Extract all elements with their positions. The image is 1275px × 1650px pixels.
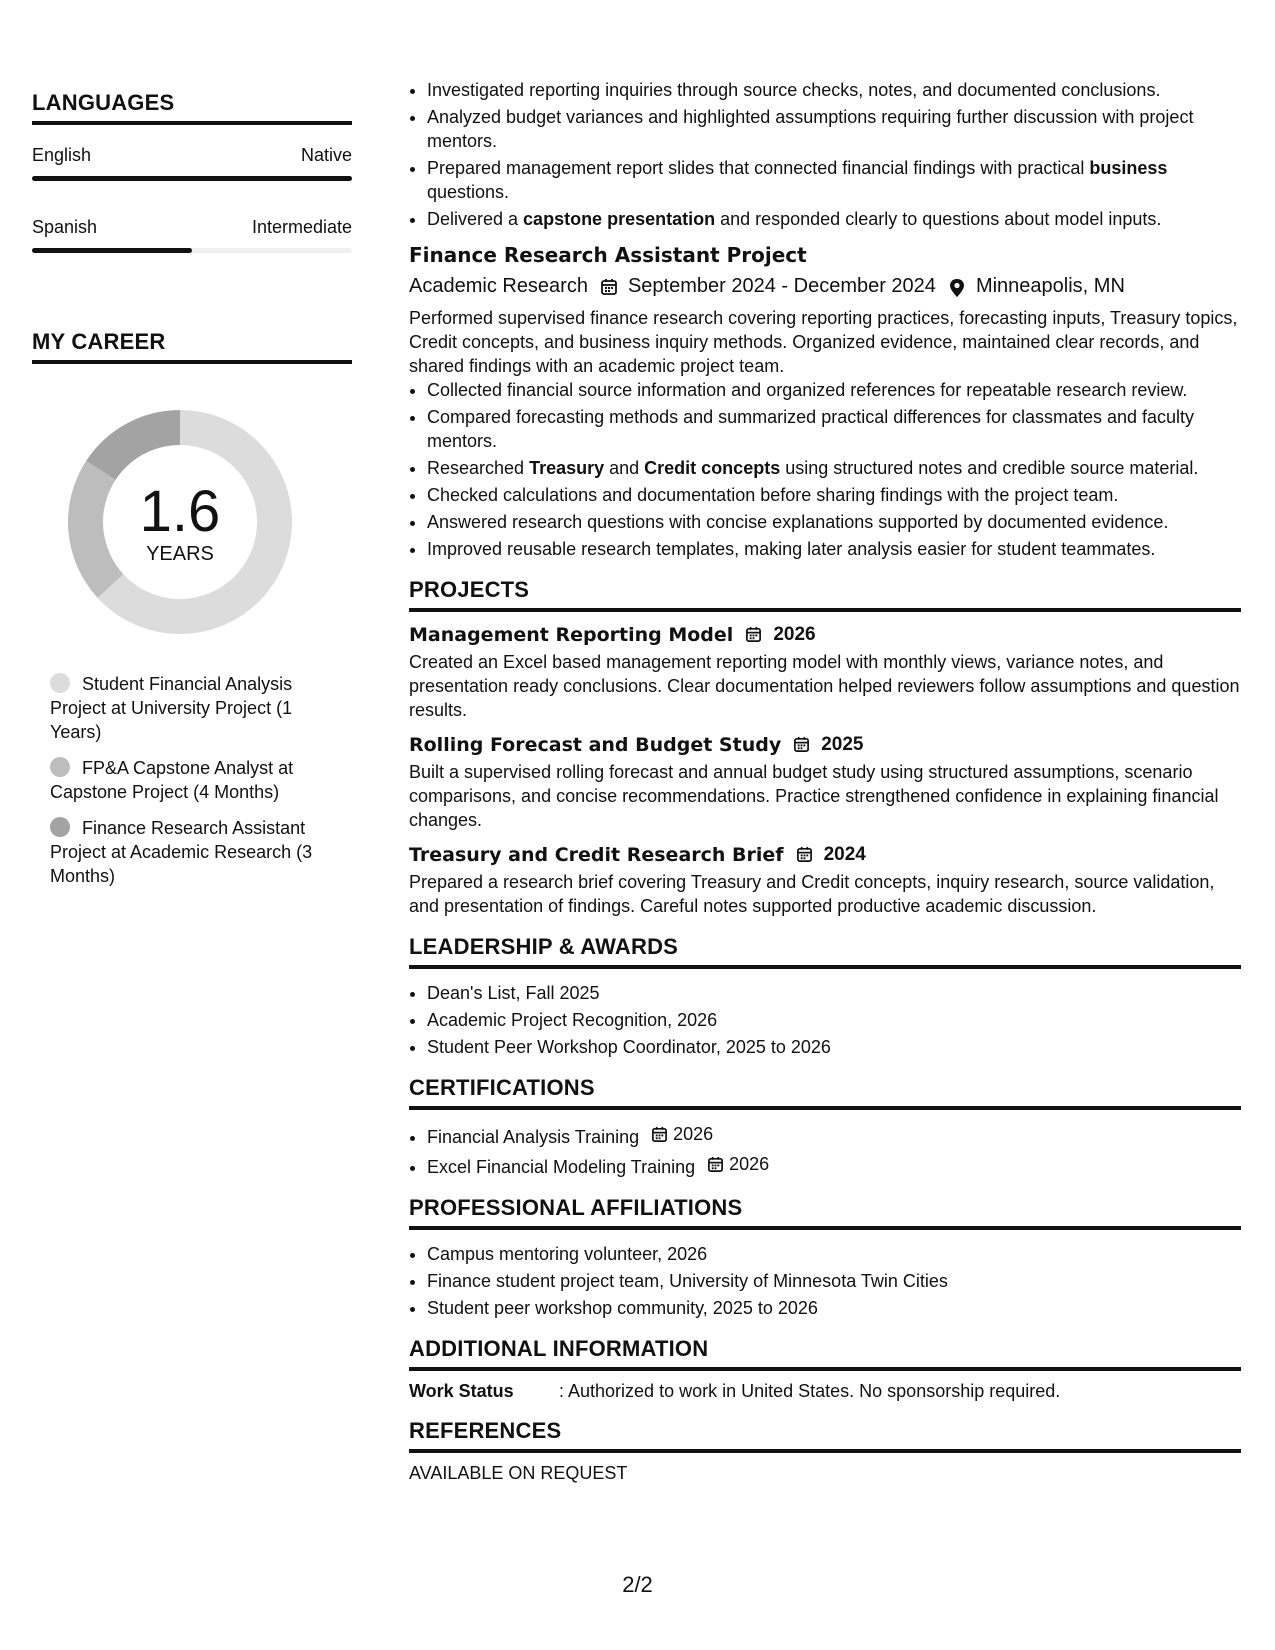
project-description: Prepared a research brief covering Treasury and Credit concepts, inquiry research, source validation, and presentation of findings. Careful notes supported productive academic discussion. (409, 872, 1215, 916)
legend-item (50, 672, 340, 744)
legend-item (50, 816, 340, 888)
awards-list (409, 981, 1241, 1059)
bullet-item: • Checked calculations and documentation before sharing findings with the project team. (427, 483, 1241, 507)
calendar-icon (796, 846, 814, 864)
project-item (409, 624, 1241, 722)
project-title-row (409, 734, 1241, 756)
language-item (32, 217, 352, 253)
bullet-item: • Investigated reporting inquiries through source checks, notes, and documented conclusions. (427, 78, 1241, 102)
language-item (32, 145, 352, 181)
job-org: Academic Research (409, 275, 588, 297)
certification-name: Excel Financial Modeling Training (427, 1157, 696, 1177)
affiliation-item: • Student peer workshop community, 2025 to 2026 (427, 1296, 1241, 1320)
projects-section (409, 577, 1241, 918)
legend-dot (50, 817, 70, 837)
legend-label: Finance Research Assistant Project at Academic Research (3 Months) (50, 818, 313, 886)
references-section (409, 1418, 1241, 1484)
calendar-icon (745, 626, 763, 644)
bullet-item: • Compared forecasting methods and summarized practical differences for classmates and faculty mentors. (427, 405, 1241, 453)
project-title: Management Reporting Model (409, 624, 734, 646)
job-meta (409, 275, 1241, 298)
job-location: Minneapolis, MN (975, 275, 1125, 297)
location-pin-icon (948, 278, 966, 296)
bullet-item: • Collected financial source information and organized references for repeatable research review. (427, 378, 1241, 402)
bullet-item: • Prepared management report slides that connected financial findings with practical business questions. (427, 156, 1241, 204)
project-title: Treasury and Credit Research Brief (409, 844, 784, 866)
career-section (32, 329, 352, 888)
bullet-item: • Answered research questions with concise explanations supported by documented evidence. (427, 510, 1241, 534)
affiliations-heading: PROFESSIONAL AFFILIATIONS (409, 1195, 1241, 1230)
certifications-section (409, 1075, 1241, 1179)
project-year: 2024 (823, 844, 866, 865)
career-total: 1.6 (139, 478, 221, 544)
legend-label: Student Financial Analysis Project at University Project (1 Years) (50, 674, 293, 742)
additional-heading: ADDITIONAL INFORMATION (409, 1336, 1241, 1371)
certifications-heading: CERTIFICATIONS (409, 1075, 1241, 1110)
language-name: Spanish (32, 217, 98, 237)
project-description: Created an Excel based management reporting model with monthly views, variance notes, and presentation ready conclusions. Clear documentation helped reviewers follow assumptions and question results. (409, 652, 1240, 720)
project-title: Rolling Forecast and Budget Study (409, 734, 782, 756)
certification-item (427, 1122, 1241, 1149)
project-description: Built a supervised rolling forecast and annual budget study using structured assumptions, scenario comparisons, and concise recommendations. Practice strengthened confidence in explaining financial changes. (409, 762, 1219, 830)
certifications-list (409, 1122, 1241, 1179)
languages-list (32, 145, 352, 253)
language-proficiency-bar (32, 176, 352, 181)
certification-year: 2026 (673, 1124, 714, 1144)
work-status-key: Work Status (409, 1381, 514, 1401)
affiliation-item: • Finance student project team, University of Minnesota Twin Cities (427, 1269, 1241, 1293)
legend-label: FP&A Capstone Analyst at Capstone Project (4 Months) (50, 758, 294, 802)
awards-heading: LEADERSHIP & AWARDS (409, 934, 1241, 969)
language-proficiency-fill (32, 176, 352, 181)
affiliation-item: • Campus mentoring volunteer, 2026 (427, 1242, 1241, 1266)
certification-name: Financial Analysis Training (427, 1127, 640, 1147)
language-proficiency-fill (32, 248, 192, 253)
bullet-item: • Analyzed budget variances and highlighted assumptions requiring further discussion with project mentors. (427, 105, 1241, 153)
award-item: • Dean's List, Fall 2025 (427, 981, 1241, 1005)
references-text: AVAILABLE ON REQUEST (409, 1463, 628, 1483)
job-bullets (409, 378, 1241, 561)
project-item (409, 734, 1241, 832)
language-name: English (32, 145, 92, 165)
calendar-icon (600, 278, 618, 296)
previous-job-bullets (409, 78, 1241, 231)
project-year: 2025 (821, 734, 864, 755)
additional-section (409, 1336, 1241, 1402)
bullet-item: • Delivered a capstone presentation and responded clearly to questions about model inputs. (427, 207, 1241, 231)
project-item (409, 844, 1241, 918)
award-item: • Academic Project Recognition, 2026 (427, 1008, 1241, 1032)
career-heading: MY CAREER (32, 329, 352, 364)
donut-center (66, 408, 294, 636)
bullet-item: • Improved reusable research templates, making later analysis easier for student teammates. (427, 537, 1241, 561)
legend-dot (50, 673, 70, 693)
affiliations-list (409, 1242, 1241, 1320)
career-legend (50, 672, 340, 888)
project-title-row (409, 624, 1241, 646)
bullet-item: • Researched Treasury and Credit concepts using structured notes and credible source material. (427, 456, 1241, 480)
left-column (32, 90, 352, 900)
language-level: Native (300, 145, 352, 165)
legend-dot (50, 757, 70, 777)
language-level: Intermediate (251, 217, 352, 237)
language-proficiency-bar (32, 248, 352, 253)
calendar-icon (707, 1155, 725, 1173)
certification-date (695, 1152, 769, 1176)
awards-section (409, 934, 1241, 1059)
references-heading: REFERENCES (409, 1418, 1241, 1453)
career-unit: YEARS (146, 542, 214, 565)
calendar-icon (651, 1125, 669, 1143)
career-donut-chart (66, 408, 294, 636)
language-row (32, 217, 352, 238)
job-title: Finance Research Assistant Project (409, 243, 807, 267)
work-status-value: : Authorized to work in United States. No sponsorship required. (559, 1381, 1061, 1401)
project-title-row (409, 844, 1241, 866)
calendar-icon (793, 736, 811, 754)
certification-item (427, 1152, 1241, 1179)
affiliations-section (409, 1195, 1241, 1320)
languages-heading: LANGUAGES (32, 90, 352, 125)
right-column (409, 78, 1241, 1484)
award-item: • Student Peer Workshop Coordinator, 2025 to 2026 (427, 1035, 1241, 1059)
project-year: 2026 (773, 624, 816, 645)
certification-date (639, 1122, 713, 1146)
projects-list (409, 624, 1241, 918)
legend-item (50, 756, 340, 804)
page-number: 2/2 (622, 1572, 653, 1597)
job-summary: Performed supervised finance research covering reporting practices, forecasting inputs, Treasury topics, Credit concepts, and business inquiry methods. Organized evidence, maintained clear records, and shared findings with an academic project team. (409, 308, 1238, 376)
work-status-row (409, 1381, 1241, 1402)
job-dates: September 2024 - December 2024 (627, 275, 936, 297)
language-row (32, 145, 352, 166)
job-entry (409, 243, 1241, 561)
projects-heading: PROJECTS (409, 577, 1241, 612)
certification-year: 2026 (729, 1154, 770, 1174)
